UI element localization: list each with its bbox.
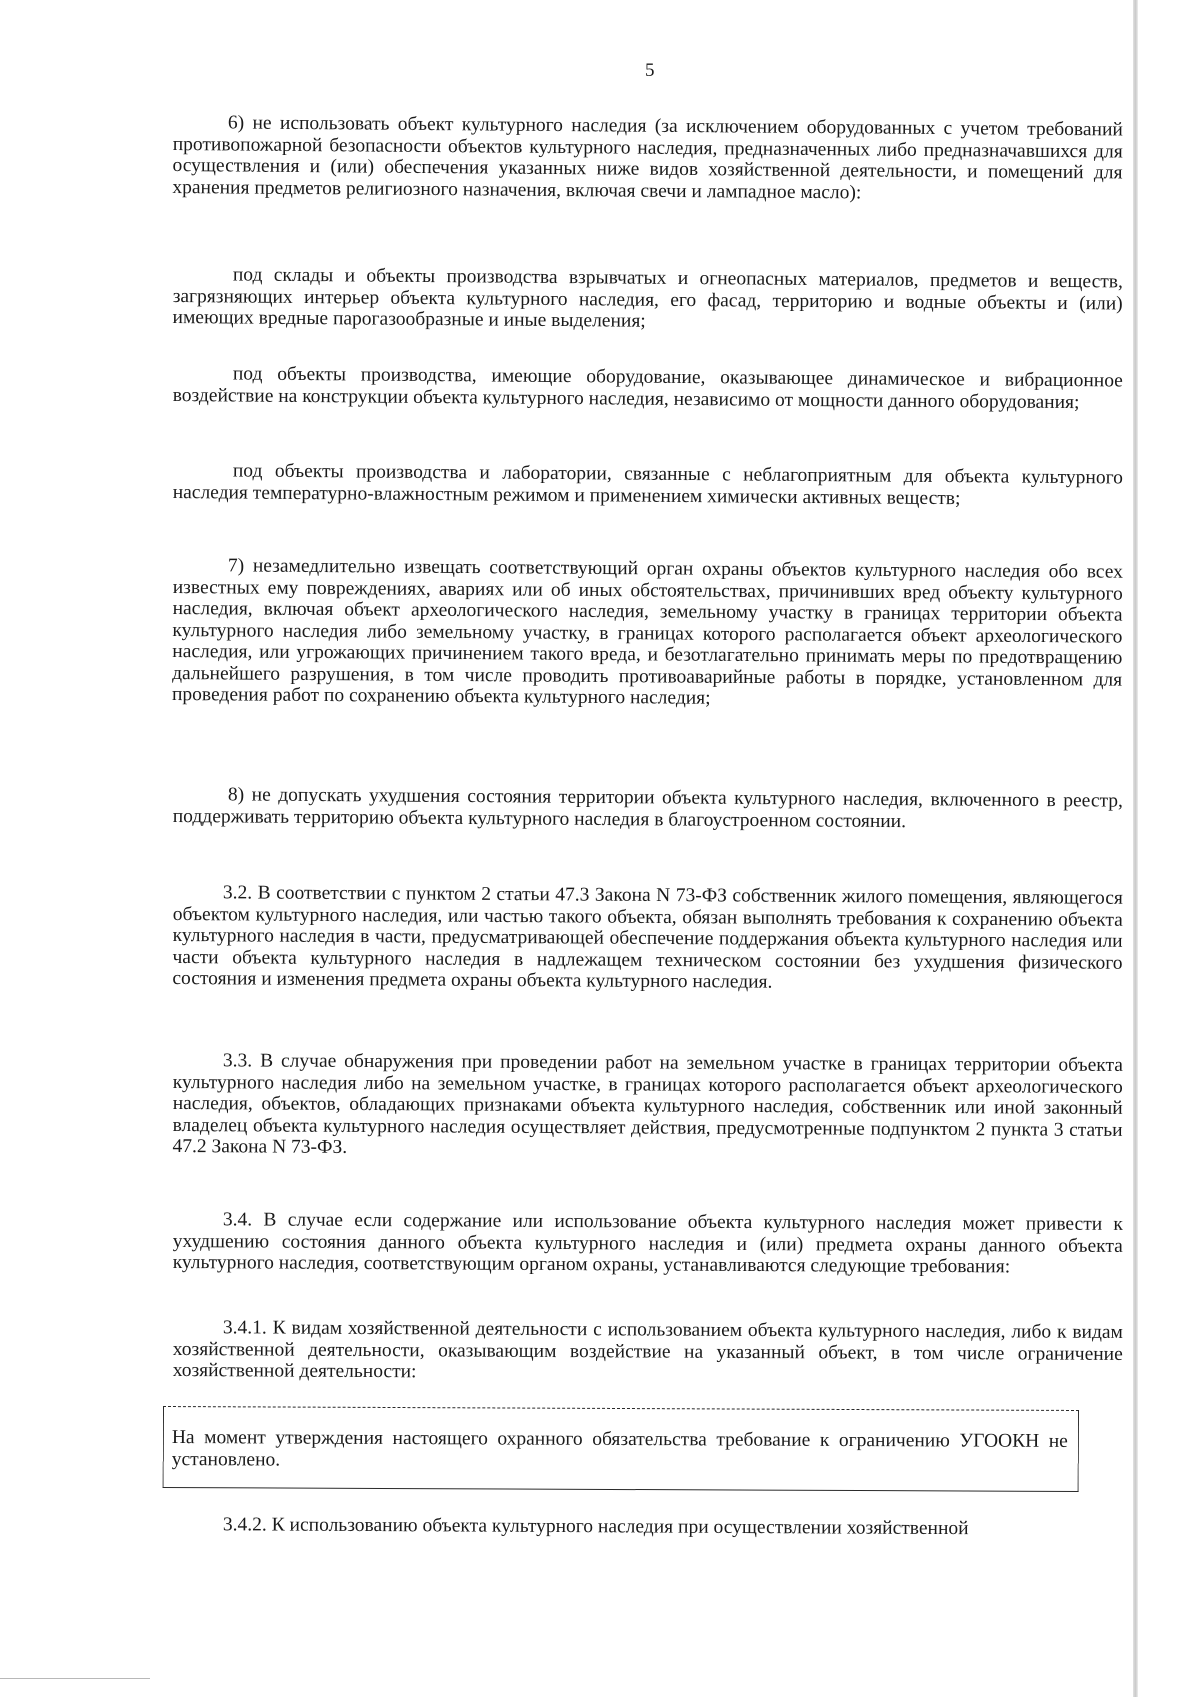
paragraph-subitem-laboratories bbox=[173, 460, 1123, 510]
paragraph-text: 8) не допускать ухудшения состояния территории объекта культурного наследия, включенного в реестр, поддерживать территорию объекта культурного наследия в благоустроенном состоянии. bbox=[172, 784, 1123, 832]
paragraph-text: 3.4. В случае если содержание или использование объекта культурного наследия может привести к ухудшению состояния данного объекта культурного наследия и (или) предмета охраны данного объекта культурного наследия, соответствующим органом охраны, устанавливаются следующие требования: bbox=[172, 1209, 1123, 1278]
paragraph-section-3-2 bbox=[172, 882, 1123, 995]
paragraph-text: 6) не использовать объект культурного наследия (за исключением оборудованных с учетом требований противопожарной безопасности объектов культурного наследия, предназначенных либо предназначавшихся для осуществления и (или) обеспечения указанных ниже видов хозяйственной деятельности, и помещений для хранения предметов религиозного назначения, включая свечи и лампадное масло): bbox=[172, 112, 1123, 203]
paragraph-text: под объекты производства, имеющие оборудование, оказывающее динамическое и вибрационное воздействие на конструкции объекта культурного наследия, независимо от мощности данного оборудования; bbox=[172, 363, 1123, 413]
scan-edge-shadow bbox=[1133, 0, 1138, 1697]
paragraph-item-7 bbox=[172, 555, 1123, 712]
paragraph-subitem-warehouses bbox=[172, 264, 1122, 336]
scan-bottom-mark bbox=[0, 1678, 150, 1679]
paragraph-subitem-production bbox=[173, 363, 1123, 413]
paragraph-item-6 bbox=[172, 112, 1123, 205]
restriction-note-text: На момент утверждения настоящего охранного обязательства требование к ограничению УГООКН не установлено. bbox=[171, 1427, 1068, 1471]
paragraph-text: 3.4.1. К видам хозяйственной деятельности с использованием объекта культурного наследия, либо к видам хозяйственной деятельности, оказывающим воздействие на указанный объект, в том числе ограничение хозяйственной деятельности: bbox=[172, 1317, 1123, 1383]
paragraph-section-3-3 bbox=[172, 1050, 1123, 1162]
page-number: 5 bbox=[645, 60, 655, 81]
paragraph-text: 3.4.2. К использованию объекта культурного наследия при осуществлении хозяйственной bbox=[222, 1514, 969, 1540]
paragraph-section-3-4-1 bbox=[173, 1317, 1123, 1386]
paragraph-text: под склады и объекты производства взрывчатых и огнеопасных материалов, предметов и веществ, загрязняющих интерьер объекта культурного наследия, его фасад, территорию и водные объекты и (или) имеющих вредные парогазообразные и иные выделения; bbox=[172, 264, 1123, 332]
paragraph-text: 3.2. В соответствии с пунктом 2 статьи 47.3 Закона N 73-ФЗ собственник жилого помещения, являющегося объектом культурного наследия, или частью такого объекта, обязан выполнять требования к сохранению объекта культурного наследия в части, предусматривающей обеспечение поддержания объекта культурного наследия или части объекта культурного наследия в надлежащем техническом состоянии без ухудшения физического состояния и изменения предмета охраны объекта культурного наследия. bbox=[172, 882, 1123, 993]
paragraph-text: 7) незамедлительно извещать соответствующий орган охраны объектов культурного наследия обо всех известных ему повреждениях, авариях или об иных обстоятельствах, причинивших вред объекту культурного наследия, включая объект археологического наследия, земельному участку в границах территории объекта культурного наследия либо земельному участку, в границах которого располагается объект археологического наследия, или угрожающих причинением такого вреда, и безотлагательно принимать меры по предотвращению дальнейшего разрушения, в том числе проводить противоаварийные работы в порядке, установленном для проведения работ по сохранению объекта культурного наследия; bbox=[171, 555, 1123, 709]
paragraph-section-3-4-2 bbox=[173, 1514, 1123, 1540]
paragraph-text: под объекты производства и лаборатории, связанные с неблагоприятным для объекта культурного наследия температурно-влажностным режимом и применением химически активных веществ; bbox=[172, 460, 1123, 509]
paragraph-item-8 bbox=[173, 784, 1123, 834]
restriction-note-text-wrapper bbox=[172, 1427, 1068, 1475]
paragraph-text: 3.3. В случае обнаружения при проведении работ на земельном участке в границах территории объекта культурного наследия либо на земельном участке, в границах которого располагается объект археологического наследия, объектов, обладающих признаками объекта культурного наследия, собственник или иной законный владелец объекта культурного наследия осуществляет действия, предусмотренные подпунктом 2 пункта 3 статьи 47.2 Закона N 73-ФЗ. bbox=[172, 1050, 1123, 1158]
paragraph-section-3-4 bbox=[173, 1209, 1123, 1278]
restriction-note-box bbox=[163, 1406, 1079, 1492]
